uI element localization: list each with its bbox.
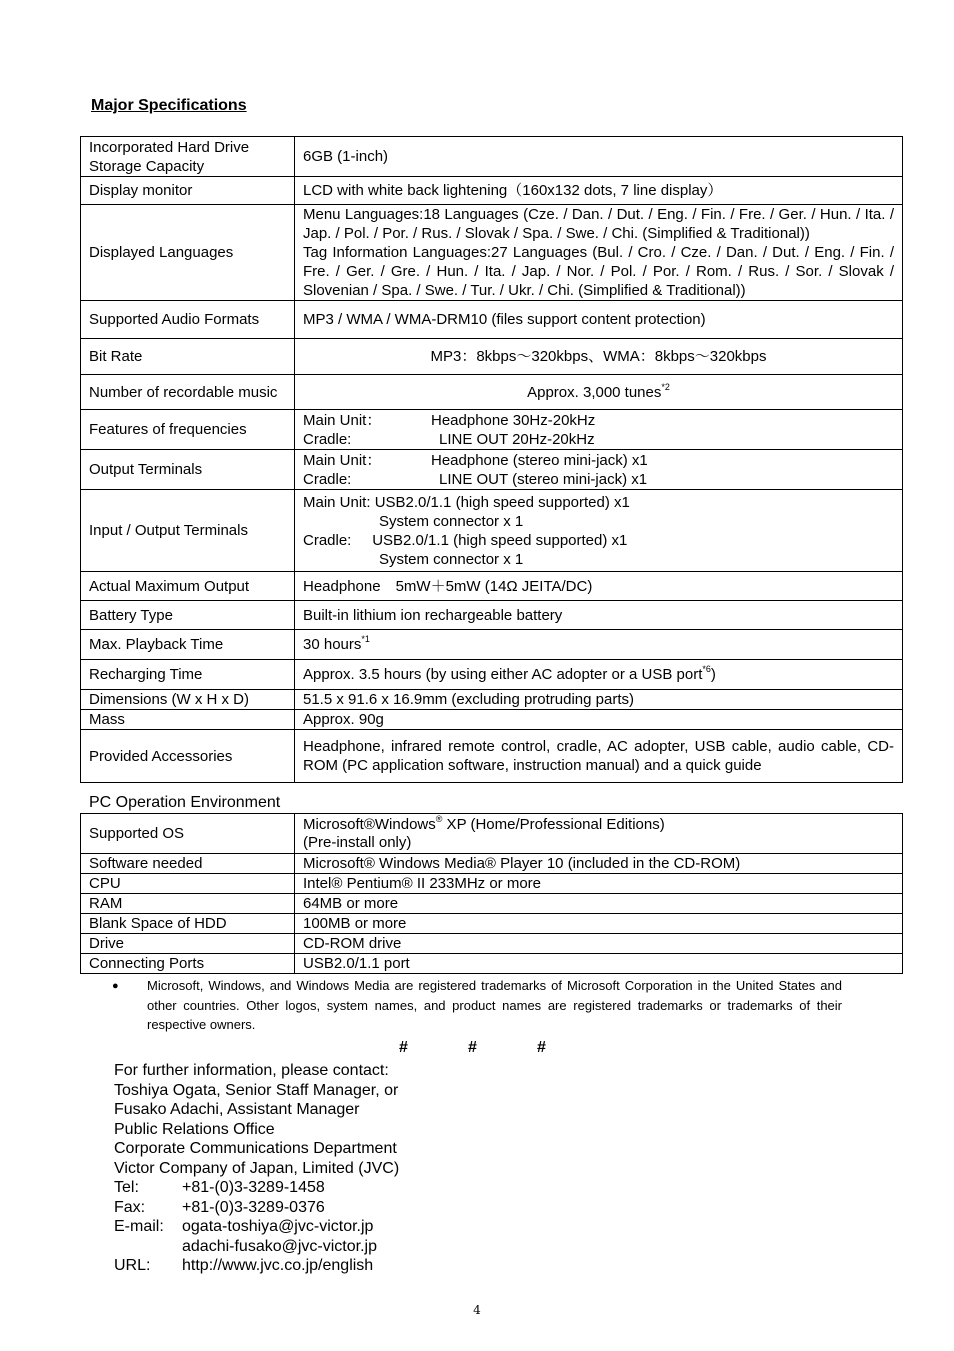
recharge-value-end: ) xyxy=(710,666,716,683)
pc-value: Microsoft® Windows Media® Player 10 (included in the CD-ROM) xyxy=(295,854,903,874)
spec-value: MP3 / WMA / WMA-DRM10 (files support content protection) xyxy=(295,301,903,339)
spec-value xyxy=(295,205,903,301)
spec-value xyxy=(295,660,903,690)
spec-label: Input / Output Terminals xyxy=(81,490,295,572)
table-row xyxy=(81,814,903,854)
spec-value: Headphone 5mW＋5mW (14Ω JEITA/DC) xyxy=(295,572,903,601)
tel-label: Tel: xyxy=(114,1179,139,1196)
footnote-marker: *2 xyxy=(661,381,670,392)
table-row xyxy=(81,914,903,934)
hash-mark: # xyxy=(537,1039,546,1056)
spec-value: 6GB (1-inch) xyxy=(295,137,903,177)
pc-label: Software needed xyxy=(81,854,295,874)
spec-value: Headphone, infrared remote control, cradle, AC adopter, USB cable, audio cable, CD-ROM (PC application software, instruction manual) and a quick guide xyxy=(295,730,903,783)
fax-value: +81-(0)3-3289-0376 xyxy=(182,1198,325,1216)
pc-label: RAM xyxy=(81,894,295,914)
pc-label: Drive xyxy=(81,934,295,954)
spec-label: Actual Maximum Output xyxy=(81,572,295,601)
main-unit-label: Main Unit： xyxy=(303,411,382,429)
spec-label: Dimensions (W x H x D) xyxy=(81,690,295,710)
contact-company: Victor Company of Japan, Limited (JVC) xyxy=(114,1159,400,1177)
table-row xyxy=(81,630,903,660)
spec-label: Mass xyxy=(81,710,295,730)
table-row xyxy=(81,660,903,690)
spec-label: Supported Audio Formats xyxy=(81,301,295,339)
specifications-table xyxy=(80,136,903,783)
contact-tel-row xyxy=(114,1178,399,1198)
playback-value: 30 hours xyxy=(303,636,362,653)
email-label: E-mail: xyxy=(114,1218,164,1235)
spec-label: Max. Playback Time xyxy=(81,630,295,660)
cradle-label: Cradle: xyxy=(303,430,352,448)
hash-mark: # xyxy=(468,1039,477,1056)
spec-label: Displayed Languages xyxy=(81,205,295,301)
pc-label: Blank Space of HDD xyxy=(81,914,295,934)
spec-label: Provided Accessories xyxy=(81,730,295,783)
spec-label: Features of frequencies xyxy=(81,410,295,450)
recharge-value: Approx. 3.5 hours (by using either AC adopter or a USB port xyxy=(303,666,703,683)
contact-name: Fusako Adachi, Assistant Manager xyxy=(114,1101,360,1118)
pc-value: 100MB or more xyxy=(295,914,903,934)
spec-label: Display monitor xyxy=(81,177,295,205)
pc-value: CD-ROM drive xyxy=(295,934,903,954)
cradle-value: LINE OUT (stereo mini-jack) x1 xyxy=(439,470,648,488)
url-label: URL: xyxy=(114,1257,151,1274)
pc-label: Connecting Ports xyxy=(81,954,295,974)
bullet-icon: ● xyxy=(112,980,119,992)
contact-url-row xyxy=(114,1256,399,1276)
pc-value xyxy=(295,814,903,854)
cradle-label: Cradle: xyxy=(303,470,352,488)
spec-label: Incorporated Hard Drive Storage Capacity xyxy=(81,137,295,177)
spec-value xyxy=(295,630,903,660)
pc-value: 64MB or more xyxy=(295,894,903,914)
table-row xyxy=(81,137,903,177)
io-cradle: Cradle: USB2.0/1.1 (high speed supported) x1 xyxy=(303,531,628,549)
contact-fax-row xyxy=(114,1198,399,1218)
spec-value: MP3：8kbps～320kbps、WMA：8kbps～320kbps xyxy=(295,339,903,375)
pc-label: Supported OS xyxy=(81,814,295,854)
spec-value xyxy=(295,410,903,450)
os-value: Microsoft®Windows xyxy=(303,815,436,833)
page-title: Major Specifications xyxy=(91,97,247,114)
contact-block xyxy=(114,1061,399,1276)
email-link[interactable]: adachi-fusako@jvc-victor.jp xyxy=(182,1237,377,1255)
page-number: 4 xyxy=(473,1303,481,1317)
table-row xyxy=(81,410,903,450)
io-main-system-connector: System connector x 1 xyxy=(379,512,524,530)
trademark-note-text: Microsoft, Windows, and Windows Media are registered trademarks of Microsoft Corporation in the United States and other countries. Other logos, system names, and product names are registered trademarks or trademarks of their respective owners. xyxy=(147,978,842,1032)
os-value-note: (Pre-install only) xyxy=(303,833,412,851)
spec-value: Built-in lithium ion rechargeable battery xyxy=(295,601,903,630)
table-row xyxy=(81,690,903,710)
email-link[interactable]: ogata-toshiya@jvc-victor.jp xyxy=(182,1218,374,1235)
registered-mark: ® xyxy=(435,813,443,824)
footnote-marker: *6 xyxy=(702,664,711,674)
music-value: Approx. 3,000 tunes xyxy=(527,383,662,401)
spec-label: Recharging Time xyxy=(81,660,295,690)
table-row xyxy=(81,205,903,301)
main-unit-label: Main Unit： xyxy=(303,451,382,469)
table-row xyxy=(81,450,903,490)
spec-label: Number of recordable music xyxy=(81,375,295,410)
cradle-value: LINE OUT 20Hz-20kHz xyxy=(439,430,595,448)
contact-intro: For further information, please contact: xyxy=(114,1062,389,1079)
table-row xyxy=(81,375,903,410)
trademark-note xyxy=(112,976,842,1035)
table-row xyxy=(81,710,903,730)
spec-value xyxy=(295,375,903,410)
contact-department: Corporate Communications Department xyxy=(114,1140,397,1157)
os-value-edition: XP (Home/Professional Editions) xyxy=(442,815,665,833)
pc-environment-heading: PC Operation Environment xyxy=(89,794,281,811)
io-main-unit: Main Unit: USB2.0/1.1 (high speed supported) x1 xyxy=(303,493,630,511)
spec-value: Approx. 90g xyxy=(295,710,903,730)
table-row xyxy=(81,301,903,339)
table-row xyxy=(81,874,903,894)
contact-email-row xyxy=(114,1217,399,1237)
table-row xyxy=(81,572,903,601)
url-link[interactable]: http://www.jvc.co.jp/english xyxy=(182,1257,374,1274)
table-row xyxy=(81,177,903,205)
io-cradle-system-connector: System connector x 1 xyxy=(379,550,524,568)
fax-label: Fax: xyxy=(114,1198,146,1216)
pc-value: USB2.0/1.1 port xyxy=(295,954,903,974)
hash-mark: # xyxy=(399,1039,408,1056)
table-row xyxy=(81,490,903,572)
table-row xyxy=(81,954,903,974)
spec-label: Bit Rate xyxy=(81,339,295,375)
spec-value xyxy=(295,490,903,572)
contact-name: Toshiya Ogata, Senior Staff Manager, or xyxy=(114,1081,399,1099)
table-row xyxy=(81,854,903,874)
table-row xyxy=(81,730,903,783)
table-row xyxy=(81,934,903,954)
tel-value: +81-(0)3-3289-1458 xyxy=(182,1179,325,1196)
spec-value: 51.5 x 91.6 x 16.9mm (excluding protruding parts) xyxy=(295,690,903,710)
spec-value xyxy=(295,450,903,490)
spec-label: Output Terminals xyxy=(81,450,295,490)
main-unit-value: Headphone (stereo mini-jack) x1 xyxy=(431,451,648,469)
contact-office: Public Relations Office xyxy=(114,1120,275,1138)
menu-languages: Menu Languages:18 Languages (Cze. / Dan. / Dut. / Eng. / Fin. / Fre. / Ger. / Hun. / Ita. / Jap. / Pol. / Por. / Rus. / Slovak / Spa. / Swe. / Chi. (Simplified & Traditional)) xyxy=(303,206,894,242)
spec-label: Battery Type xyxy=(81,601,295,630)
pc-environment-table xyxy=(80,813,903,974)
table-row xyxy=(81,894,903,914)
pc-value: Intel® Pentium® II 233MHz or more xyxy=(295,874,903,894)
table-row xyxy=(81,339,903,375)
table-row xyxy=(81,601,903,630)
pc-label: CPU xyxy=(81,874,295,894)
contact-email-row xyxy=(114,1237,399,1257)
main-unit-value: Headphone 30Hz-20kHz xyxy=(431,411,596,429)
spec-value: LCD with white back lightening（160x132 dots, 7 line display） xyxy=(295,177,903,205)
tag-languages: Tag Information Languages:27 Languages (Bul. / Cro. / Cze. / Dan. / Dut. / Eng. / Fin. / Fre. / Ger. / Gre. / Hun. / Ita. / Jap. / Nor. / Pol. / Por. / Rom. / Rus. / Sor. / Slovak / Slovenian / Spa. / Swe. / Tur. / Ukr. / Chi. (Simplified & Traditional)) xyxy=(303,244,894,299)
footnote-marker: *1 xyxy=(361,634,370,644)
